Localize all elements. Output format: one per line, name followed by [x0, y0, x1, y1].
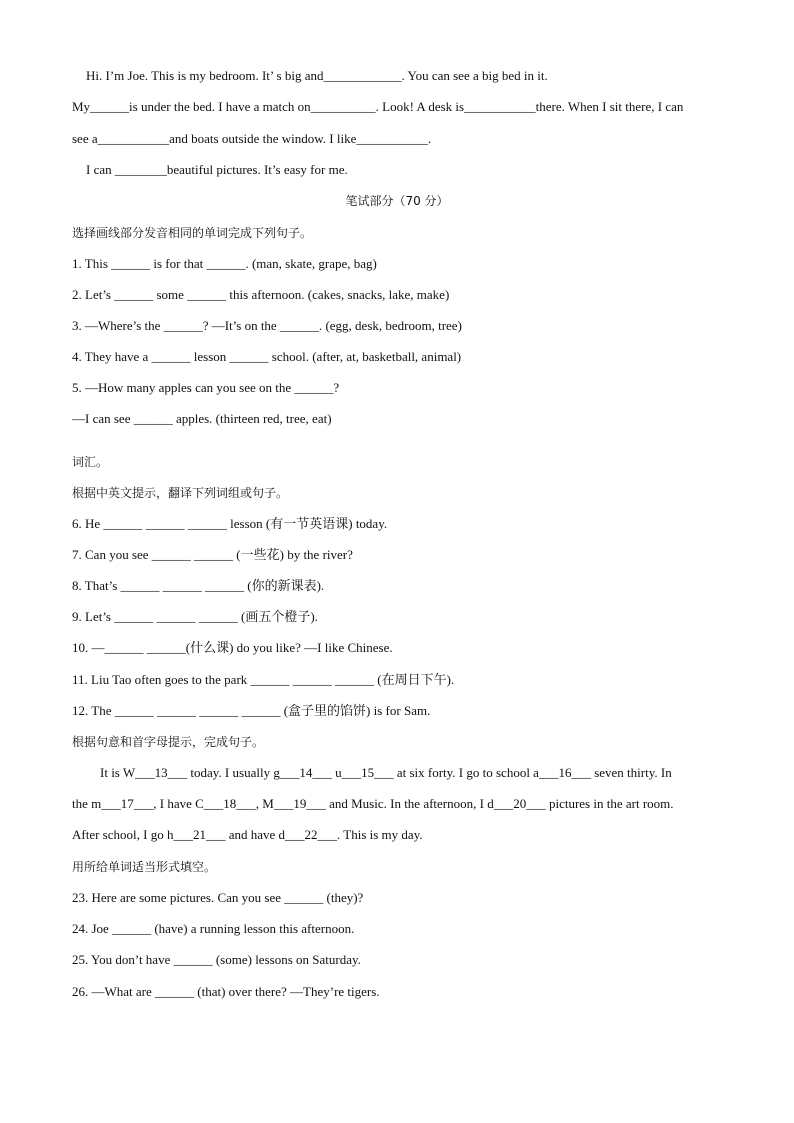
section-instruction: 根据句意和首字母提示，完成句子。	[72, 735, 265, 749]
question-10: 10. —______ ______(什么课) do you like? —I like Chinese.	[72, 640, 393, 655]
section-instruction: 用所给单词适当形式填空。	[72, 860, 217, 874]
vocab-title: 词汇。	[72, 455, 109, 469]
question-12: 12. The ______ ______ ______ ______ (盒子里的馅饼) is for Sam.	[72, 703, 431, 718]
passage-line-3: see a___________and boats outside the window. I like___________.	[72, 131, 432, 146]
question-1: 1. This ______ is for that ______. (man, skate, grape, bag)	[72, 256, 377, 271]
section-instruction: 选择画线部分发音相同的单词完成下列句子。	[72, 226, 313, 240]
question-6: 6. He ______ ______ ______ lesson (有一节英语课) today.	[72, 516, 388, 531]
question-25: 25. You don’t have ______ (some) lessons on Saturday.	[72, 952, 361, 967]
question-5-answer: —I can see ______ apples. (thirteen red, tree, eat)	[72, 411, 332, 426]
cloze-line-1: It is W___13___ today. I usually g___14___ u___15___ at six forty. I go to school a___16___ seven thirty. In	[100, 765, 672, 780]
question-8: 8. That’s ______ ______ ______ (你的新课表).	[72, 578, 325, 593]
question-7: 7. Can you see ______ ______ (一些花) by the river?	[72, 547, 353, 562]
cloze-line-2: the m___17___, I have C___18___, M___19___ and Music. In the afternoon, I d___20___ pictures in the art room.	[72, 796, 674, 811]
cloze-line-3: After school, I go h___21___ and have d___22___. This is my day.	[72, 827, 423, 842]
question-23: 23. Here are some pictures. Can you see ______ (they)?	[72, 890, 364, 905]
question-11: 11. Liu Tao often goes to the park ______ ______ ______ (在周日下午).	[72, 672, 455, 687]
question-3: 3. —Where’s the ______? —It’s on the ______. (egg, desk, bedroom, tree)	[72, 318, 462, 333]
passage-line-1: Hi. I’m Joe. This is my bedroom. It’ s big and____________. You can see a big bed in it.	[86, 68, 548, 83]
question-5: 5. —How many apples can you see on the ______?	[72, 380, 340, 395]
question-26: 26. —What are ______ (that) over there? —They’re tigers.	[72, 984, 380, 999]
question-9: 9. Let’s ______ ______ ______ (画五个橙子).	[72, 609, 318, 624]
question-24: 24. Joe ______ (have) a running lesson this afternoon.	[72, 921, 355, 936]
passage-line-4: I can ________beautiful pictures. It’s easy for me.	[86, 162, 348, 177]
written-section-header: 笔试部分（70 分）	[345, 194, 449, 208]
question-4: 4. They have a ______ lesson ______ school. (after, at, basketball, animal)	[72, 349, 462, 364]
question-2: 2. Let’s ______ some ______ this afternoon. (cakes, snacks, lake, make)	[72, 287, 450, 302]
passage-line-2: My______is under the bed. I have a match on__________. Look! A desk is___________there. When I sit there, I can	[72, 99, 684, 114]
section-instruction: 根据中英文提示，翻译下列词组或句子。	[72, 486, 289, 500]
